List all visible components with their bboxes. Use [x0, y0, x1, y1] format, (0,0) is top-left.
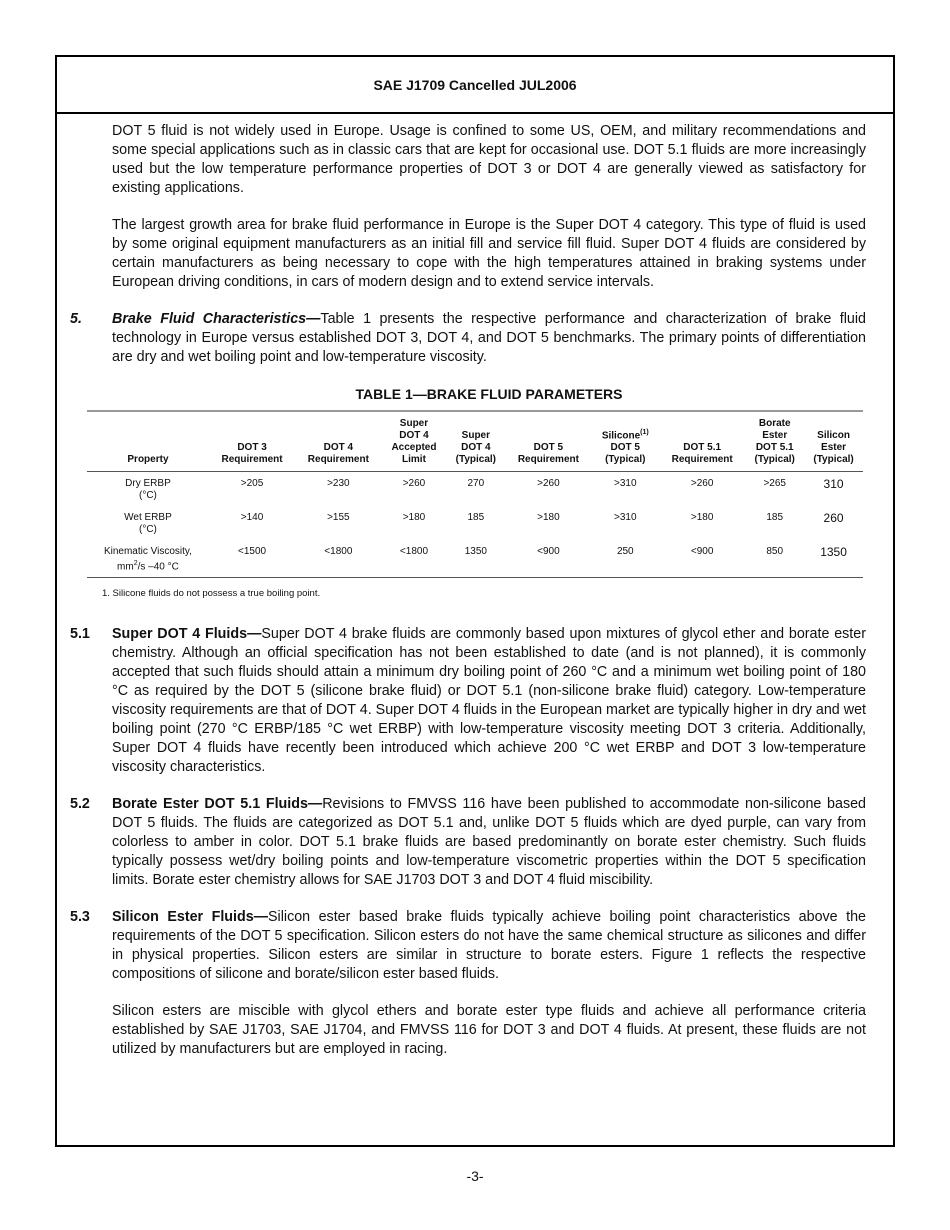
table-title: TABLE 1—BRAKE FLUID PARAMETERS	[355, 386, 623, 402]
paragraph: DOT 5 fluid is not widely used in Europe. Usage is confined to some US, OEM, and military recommendations and some special applications such as in classic cars that are kept for occasional use. DOT 5.1 fluids are more increasingly used but the low temperature performance properties of DOT 3 or DOT 4 are generally viewed as satisfactory for existing applications.	[112, 123, 866, 196]
table-cell: 1350	[464, 546, 487, 557]
column-header: DOT 5 Requirement	[517, 442, 579, 465]
column-header	[592, 411, 659, 472]
table-cell: >180	[402, 512, 426, 523]
table-cell: 260	[823, 511, 844, 525]
section-5-1	[70, 625, 866, 777]
document-body	[70, 122, 867, 1077]
table-cell: 185	[467, 512, 485, 523]
table-cell: >260	[402, 478, 426, 489]
table-cell: 185	[766, 512, 784, 523]
header-text: Silicone	[601, 430, 641, 441]
column-header: DOT 5.1 Requirement	[671, 442, 733, 465]
table-cell: <1800	[399, 546, 429, 557]
section-title: Super DOT 4 Fluids—	[112, 626, 262, 643]
table-cell: >205	[240, 478, 264, 489]
unit: mm	[117, 561, 134, 573]
section-5-3	[70, 908, 866, 984]
section-text: Table 1 presents the respective performance and characterization of brake fluid technology in Europe versus established DOT 3, DOT 4, and DOT 5 benchmarks. The primary points of differentiation are dry and wet boiling point and low-temperature viscosity.	[112, 311, 867, 365]
table-cell: 250	[616, 546, 634, 557]
table-cell: >265	[763, 478, 786, 489]
table-cell: >155	[327, 512, 350, 523]
header-text: DOT 5 (Typical)	[605, 442, 646, 465]
column-header: Property	[127, 454, 169, 465]
column-header: DOT 4 Requirement	[307, 442, 369, 465]
table-cell: >230	[327, 478, 350, 489]
table-cell: >260	[690, 478, 714, 489]
section-text: Revisions to FMVSS 116 have been published to accommodate non-silicone based DOT 5 fluids. The fluids are categorized as DOT 5.1 and, unlike DOT 5 fluids which are dyed purple, can vary from colorless to amber in color. DOT 5.1 brake fluids are based predominantly on borate ester chemistry. Such fluids typically possess wet/dry boiling points and low-temperature viscometric properties within the DOT 5 specification limits. Borate ester chemistry allows for SAE J1703 DOT 3 and DOT 4 fluid miscibility.	[112, 796, 866, 889]
table-cell: 310	[823, 477, 844, 491]
table-cell: 270	[467, 478, 485, 489]
footnote-ref: (1)	[640, 428, 649, 436]
column-header: Super DOT 4 (Typical)	[455, 430, 497, 465]
table-cell: >310	[614, 512, 637, 523]
column-header: DOT 3 Requirement	[221, 442, 283, 465]
section-5-2	[70, 795, 866, 890]
section-title: Silicon Ester Fluids—	[112, 909, 268, 926]
table-cell: <1500	[238, 546, 267, 557]
row-label: Dry ERBP (°C)	[125, 478, 171, 501]
section-number: 5.	[70, 311, 82, 327]
page-frame	[55, 55, 895, 1147]
table-cell: >310	[614, 478, 637, 489]
table-cell: >180	[537, 512, 560, 523]
table-cell: >260	[537, 478, 560, 489]
row-label	[87, 540, 209, 578]
table-cell: 1350	[820, 545, 847, 559]
page-number: -3-	[466, 1168, 484, 1184]
section-number: 5.2	[70, 796, 90, 813]
table-cell: >180	[690, 512, 714, 523]
table-cell: >140	[240, 512, 264, 523]
section-text: Silicon ester based brake fluids typically achieve boiling point characteristics above the requirements of the DOT 5 specification. Silicon esters do not have the same chemical structure as silicones and differ in physical properties. Silicon esters are similar in structure to borate esters. Figure 1 reflects the respective compositions of silicone and borate/silicon ester based fluids.	[112, 909, 866, 983]
section-text: Super DOT 4 brake fluids are commonly based upon mixtures of glycol ether and borate ester chemistry. Although an official specification has not been established to date (and is not planned), it is commonly accepted that such fluids should attain a minimum dry boiling point of 260 °C and a minimum wet boiling point of 180 °C as required by the DOT 5 (silicone brake fluid) or DOT 5.1 (non-silicone brake fluid) category. Low-temperature viscosity requirements are that of DOT 4. Super DOT 4 fluids in the European market are typically higher in dry and wet boiling point (270 °C ERBP/185 °C wet ERBP) with low-temperature viscosity meeting DOT 3 criteria. Additionally, Super DOT 4 fluids have recently been introduced which achieve 200 °C wet ERBP and DOT 3 low-temperature viscosity characteristics.	[112, 626, 866, 776]
document-header: SAE J1709 Cancelled JUL2006	[57, 57, 893, 114]
table-row	[87, 540, 863, 578]
paragraph: The largest growth area for brake fluid performance in Europe is the Super DOT 4 category. This type of fluid is used by some original equipment manufacturers as an initial fill and service fill fluid. Super DOT 4 fluids are considered by certain manufacturers as being necessary to cope with the high temperatures attained in braking systems under European driving conditions, in cars of modern design and to extend service intervals.	[112, 217, 866, 290]
row-label: Wet ERBP (°C)	[124, 512, 172, 535]
table-cell: 850	[766, 546, 784, 557]
paragraph: Silicon esters are miscible with glycol ethers and borate ester type fluids and achieve all performance criteria established by SAE J1703, SAE J1704, and FMVSS 116 for DOT 3 and DOT 4 fluids. At present, these fluids are not utilized by manufacturers but are employed in racing.	[112, 1003, 866, 1058]
section-number: 5.1	[70, 626, 90, 643]
table-row	[87, 472, 863, 507]
brake-fluid-table	[87, 410, 863, 578]
column-header: Borate Ester DOT 5.1 (Typical)	[754, 418, 795, 465]
table-cell: <900	[690, 546, 714, 557]
section-title: Borate Ester DOT 5.1 Fluids—	[112, 796, 323, 813]
column-header: Super DOT 4 Accepted Limit	[391, 418, 437, 465]
section-5	[70, 310, 867, 367]
table-cell: <1800	[324, 546, 353, 557]
unit-sup: 2	[133, 560, 138, 567]
table-row	[87, 506, 863, 540]
section-number: 5.3	[70, 909, 90, 926]
table-footnote: 1. Silicone fluids do not possess a true boiling point.	[102, 588, 321, 600]
unit: /s –40 °C	[137, 561, 179, 573]
column-header: Silicon Ester (Typical)	[813, 430, 854, 465]
section-title: Brake Fluid Characteristics—	[112, 311, 321, 327]
table-cell: <900	[537, 546, 560, 557]
row-label-text: Kinematic Viscosity,	[103, 546, 192, 557]
